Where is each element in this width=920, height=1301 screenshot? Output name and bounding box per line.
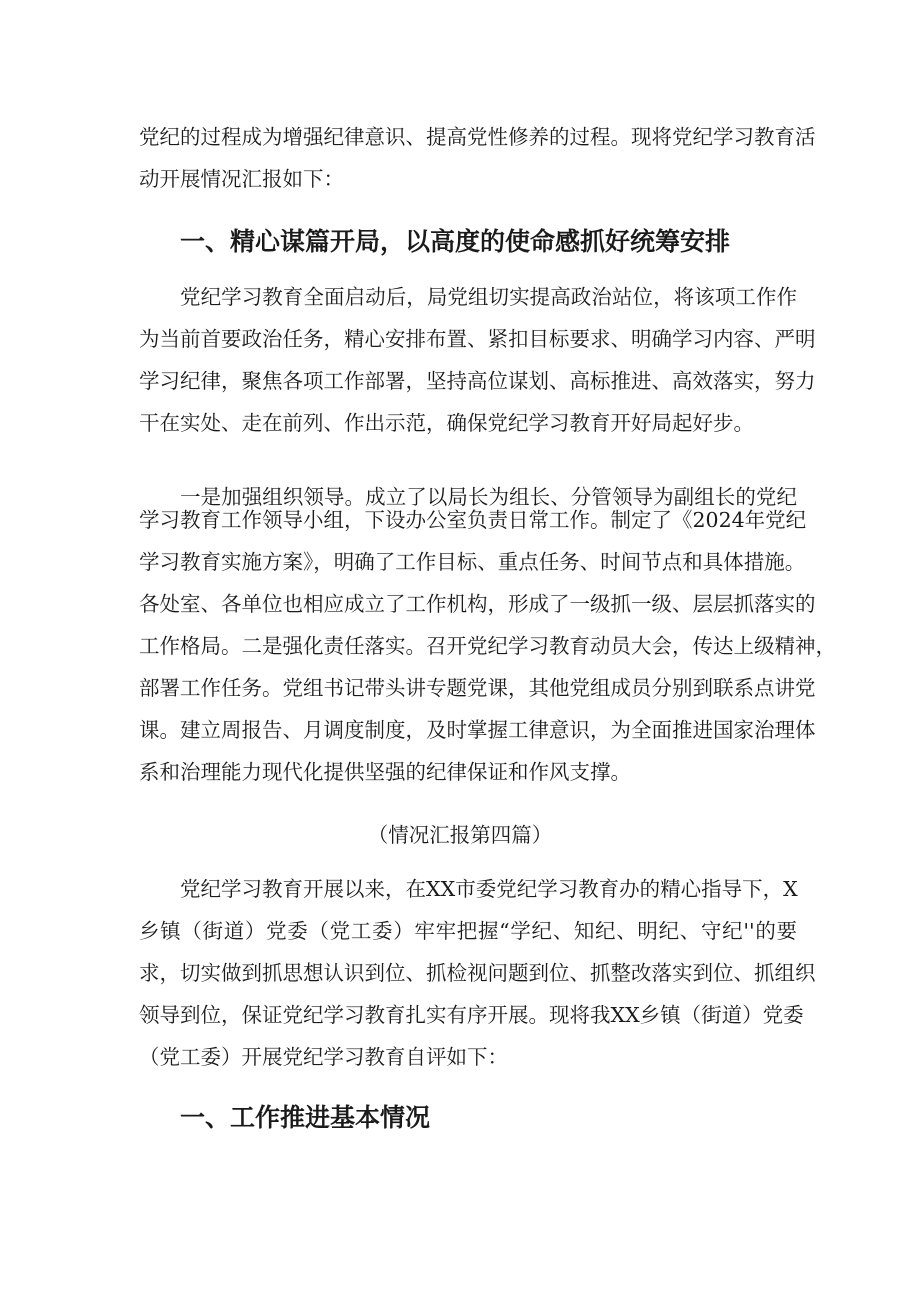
section-heading: 一、工作推进基本情况 xyxy=(180,1103,431,1132)
paragraph-line: 党纪学习教育开展以来，在XX市委党纪学习教育办的精心指导下，X xyxy=(180,877,798,901)
paragraph-line: 一是加强组织领导。成立了以局长为组长、分管领导为副组长的党纪 xyxy=(180,485,797,509)
paragraph-line: 求，切实做到抓思想认识到位、抓检视问题到位、抓整改落实到位、抓组织 xyxy=(139,961,816,985)
intro-line: 党纪的过程成为增强纪律意识、提高党性修养的过程。现将党纪学习教育活 xyxy=(139,125,816,149)
paragraph-line: 干在实处、走在前列、作出示范，确保党纪学习教育开好局起好步。 xyxy=(139,411,754,435)
paragraph-line: 学习教育实施方案》，明确了工作目标、重点任务、时间节点和具体措施。 xyxy=(139,550,806,574)
paragraph-line: 系和治理能力现代化提供坚强的纪律保证和作风支撑。 xyxy=(139,760,631,784)
paragraph-line: 工作格局。二是强化责任落实。召开党纪学习教育动员大会，传达上级精神， xyxy=(139,634,836,658)
paragraph-line: 乡镇（街道）党委（党工委）牢牢把握“学纪、知纪、明纪、守纪''的要 xyxy=(139,919,797,943)
intro-line: 动开展情况汇报如下： xyxy=(139,167,344,191)
paragraph-line: 为当前首要政治任务，精心安排布置、紧扣目标要求、明确学习内容、严明 xyxy=(139,327,816,351)
paragraph-line: 领导到位，保证党纪学习教育扎实有序开展。现将我XX乡镇（街道）党委 xyxy=(139,1003,804,1027)
paragraph-line: 学习纪律，聚焦各项工作部署，坚持高位谋划、高标推进、高效落实，努力 xyxy=(139,369,816,393)
section-heading: 一、精心谋篇开局，以高度的使命感抓好统筹安排 xyxy=(180,227,731,256)
paragraph-line: 部署工作任务。党组书记带头讲专题党课，其他党组成员分别到联系点讲党 xyxy=(139,676,816,700)
paragraph-line: 课。建立周报告、月调度制度，及时掌握工律意识，为全面推进国家治理体 xyxy=(139,718,816,742)
paragraph-line: 各处室、各单位也相应成立了工作机构，形成了一级抓一级、层层抓落实的 xyxy=(139,592,816,616)
paragraph-line: （党工委）开展党纪学习教育自评如下： xyxy=(139,1045,508,1069)
article-title: （情况汇报第四篇） xyxy=(367,823,553,847)
paragraph-line: 学习教育工作领导小组，下设办公室负责日常工作。制定了《2024年党纪 xyxy=(139,508,807,532)
paragraph-line: 党纪学习教育全面启动后，局党组切实提高政治站位，将该项工作作 xyxy=(180,285,797,309)
